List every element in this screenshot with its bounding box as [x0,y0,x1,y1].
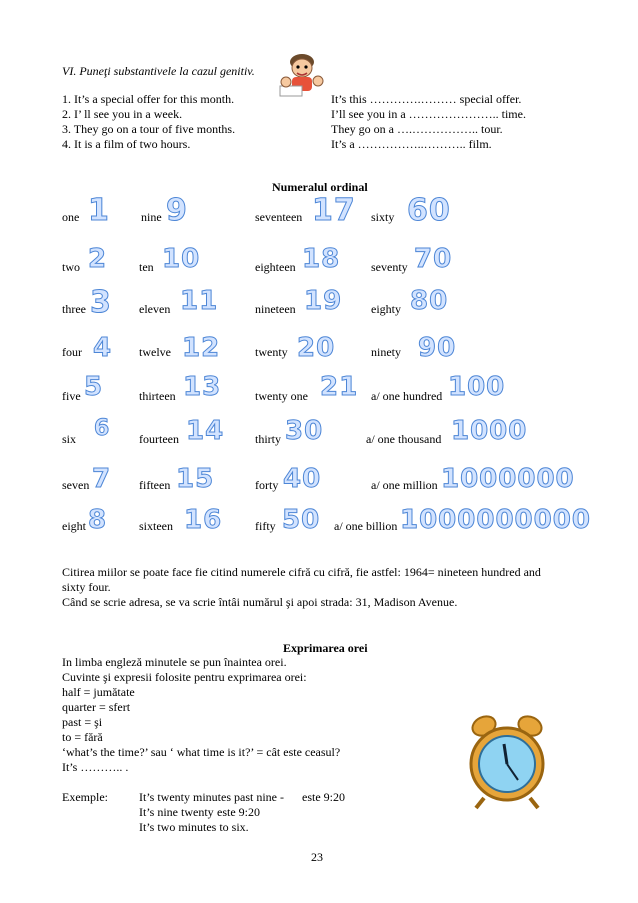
ordinal-word: eight [62,519,86,533]
page-number: 23 [311,850,323,864]
ordinal-number-graphic: 9 [166,193,188,228]
ordinal-word: ninety [371,345,401,359]
paragraph-line: Citirea miilor se poate face fie citind numerele cifră cu cifră, fie astfel: 1964= nineteen hundred and [62,565,541,579]
ordinal-word: fifteen [139,478,171,492]
ordinal-word: twenty [255,345,288,359]
ordinal-word: thirteen [139,389,176,403]
ordinal-number-graphic: 8 [88,505,108,535]
ordinal-number-graphic: 17 [312,193,356,228]
ordinal-word: sixty [371,210,395,224]
alarm-clock-icon [462,712,550,810]
ordinal-number-graphic: 11 [180,286,219,316]
ordinal-word: a/ one thousand [366,432,442,446]
ordinal-number-graphic: 13 [183,372,222,402]
ordinal-word: twenty one [255,389,308,403]
ordinal-number-graphic: 1 [88,193,110,228]
time-expression-line: to = fără [62,730,103,744]
ordinal-number-graphic: 5 [84,372,104,402]
ordinal-word: eighty [371,302,401,316]
ordinal-word: eighteen [255,260,296,274]
ordinal-number-graphic: 90 [418,333,457,363]
ordinal-number-graphic: 50 [282,505,321,535]
example-translation: este 9:20 [302,790,345,804]
example-sentence: It’s nine twenty [139,805,214,819]
time-expression-line: past = şi [62,715,103,729]
ordinal-word: two [62,260,80,274]
examples-label: Exemple: [62,790,108,804]
ordinal-word: one [62,210,80,224]
exercise-sentence: 1. It’s a special offer for this month. [62,92,235,106]
ordinal-word: eleven [139,302,171,316]
ordinal-number-graphic: 2 [88,244,108,274]
exercise-sentence: 2. I’ ll see you in a week. [62,107,183,121]
ordinal-word: six [62,432,77,446]
ordinal-word: nineteen [255,302,296,316]
ordinal-word: fifty [255,519,276,533]
exercise-sentence: 3. They go on a tour of five months. [62,122,236,136]
ordinal-number-graphic: 3 [90,285,112,320]
ordinal-number-graphic: 20 [297,333,336,363]
ordinal-number-graphic: 10 [162,244,201,274]
ordinal-number-graphic: 1000000000 [400,505,591,535]
ordinal-number-graphic: 1000000 [441,464,575,494]
ordinal-word: forty [255,478,279,492]
ordinal-word: ten [139,260,154,274]
example-sentence: It’s twenty minutes past nine - [139,790,284,804]
ordinal-number-graphic: 30 [285,416,324,446]
ordinal-number-graphic: 14 [186,416,225,446]
ordinal-word: seventy [371,260,408,274]
ordinal-number-graphic: 21 [320,372,359,402]
time-expression-line: half = jumătate [62,685,135,699]
ordinal-word: thirty [255,432,281,446]
time-expression-line: ‘what’s the time?’ sau ‘ what time is it?’ = cât este ceasul? [62,745,341,759]
ordinal-number-graphic: 100 [448,372,506,402]
ordinal-number-graphic: 16 [184,505,223,535]
ordinal-number-graphic: 4 [93,333,113,363]
ordinal-number-graphic: 70 [414,244,453,274]
ordinal-word: sixteen [139,519,173,533]
exercise-sentence: 4. It is a film of two hours. [62,137,191,151]
ordinal-number-graphic: 40 [283,464,322,494]
time-heading: Exprimarea orei [283,641,368,655]
ordinal-number-graphic: 19 [304,286,343,316]
time-expression-line: In limba engleză minutele se pun înaintea orei. [62,655,287,669]
ordinal-number-graphic: 80 [410,286,449,316]
ordinal-word: a/ one billion [334,519,398,533]
ordinal-word: fourteen [139,432,179,446]
ordinal-word: twelve [139,345,171,359]
exercise-title: VI. Puneţi substantivele la cazul genitiv. [62,64,255,78]
ordinal-word: nine [141,210,162,224]
paragraph-line: sixty four. [62,580,111,594]
ordinal-word: three [62,302,86,316]
cartoon-man-icon [272,48,332,102]
example-sentence: It’s two minutes to six. [139,820,249,834]
time-expression-line: Cuvinte şi expresii folosite pentru exprimarea orei: [62,670,307,684]
ordinal-word: five [62,389,81,403]
exercise-blank-sentence: It’s this ………….……… special offer. [331,92,522,106]
ordinal-number-graphic: 15 [176,464,215,494]
ordinal-word: seventeen [255,210,303,224]
ordinal-number-graphic: 18 [302,244,341,274]
paragraph-line: Când se scrie adresa, se va scrie întâi numărul şi apoi strada: 31, Madison Avenue. [62,595,458,609]
ordinal-word: seven [62,478,90,492]
ordinal-word: a/ one hundred [371,389,443,403]
ordinal-number-graphic: 7 [92,464,112,494]
ordinal-heading: Numeralul ordinal [272,180,368,194]
ordinal-number-graphic: 60 [407,193,451,228]
ordinal-word: a/ one million [371,478,438,492]
example-translation: este 9:20 [217,805,260,819]
exercise-blank-sentence: It’s a ……………..……….. film. [331,137,492,151]
ordinal-word: four [62,345,82,359]
time-expression-line: It’s ……….. . [62,760,129,774]
ordinal-number-graphic: 1000 [451,416,528,446]
exercise-blank-sentence: I’ll see you in a ………………….. time. [331,107,526,121]
exercise-blank-sentence: They go on a ….…………….. tour. [331,122,503,136]
time-expression-line: quarter = sfert [62,700,131,714]
ordinal-number-graphic: 12 [182,333,221,363]
ordinal-number-graphic: 6 [94,416,111,441]
